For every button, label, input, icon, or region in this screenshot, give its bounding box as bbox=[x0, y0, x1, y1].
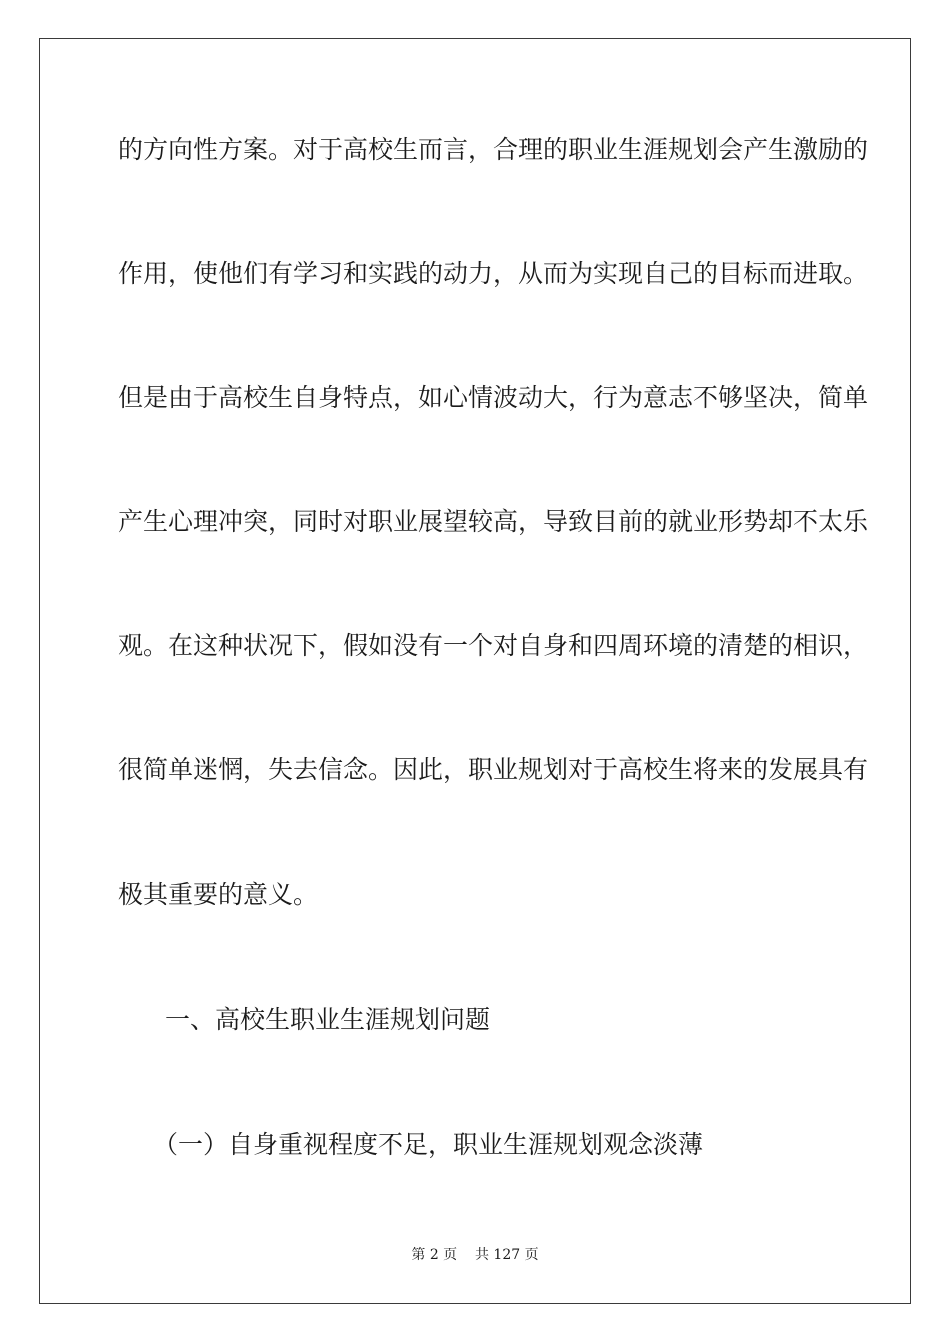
section-heading: 一、高校生职业生涯规划问题 bbox=[165, 1005, 491, 1034]
body-line-4: 产生心理冲突，同时对职业展望较高，导致目前的就业形势却不太乐 bbox=[118, 507, 869, 536]
page-border bbox=[39, 38, 911, 1304]
subsection-heading: （一）自身重视程度不足，职业生涯规划观念淡薄 bbox=[153, 1130, 704, 1159]
body-line-6: 很简单迷惘，失去信念。因此，职业规划对于高校生将来的发展具有 bbox=[118, 755, 869, 784]
page-number-footer: 第 2 页 共 127 页 bbox=[411, 1247, 539, 1263]
body-line-7: 极其重要的意义。 bbox=[118, 880, 319, 909]
body-line-5: 观。在这种状况下，假如没有一个对自身和四周环境的清楚的相识， bbox=[118, 631, 869, 660]
body-line-3: 但是由于高校生自身特点，如心情波动大，行为意志不够坚决，简单 bbox=[118, 383, 869, 412]
body-line-2: 作用，使他们有学习和实践的动力，从而为实现自己的目标而进取。 bbox=[118, 259, 869, 288]
body-line-1: 的方向性方案。对于高校生而言，合理的职业生涯规划会产生激励的 bbox=[118, 135, 869, 164]
